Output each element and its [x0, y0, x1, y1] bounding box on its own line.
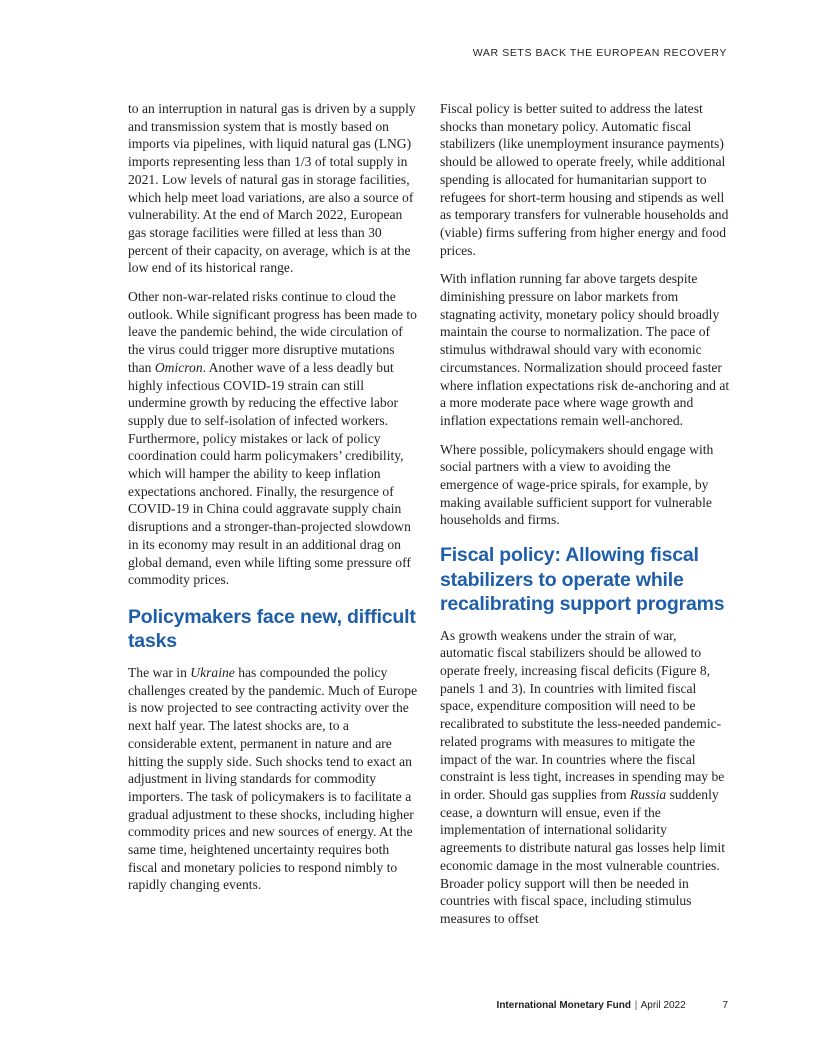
paragraph-war-in-ukraine: The war in Ukraine has compounded the policy challenges created by the pandemic. Much of Europe is now projected to see contracting activity over the next half year. The latest shocks are, to a considerable extent, permanent in nature and are hitting the supply side. Such shocks tend to exact an adjustment in living standards for commodity importers. The task of policymakers is to facilitate a gradual adjustment to these shocks, including higher commodity prices and new sources of energy. At the same time, heightened uncertainty requires both fiscal and monetary policies to respond nimbly to rapidly changing events.	[128, 664, 418, 893]
paragraph-natural-gas-supply: to an interruption in natural gas is driven by a supply and transmission system that is mostly based on imports via pipelines, with liquid natural gas (LNG) imports representing less than 1/3 of total supply in 2021. Low levels of natural gas in storage facilities, which help meet load variations, are also a source of vulnerability. At the end of March 2022, European gas storage facilities were filled at less than 30 percent of their capacity, on average, which is at the low end of its historical range.	[128, 101, 416, 276]
right-column	[440, 100, 730, 939]
footer-date: April 2022	[640, 1000, 686, 1011]
footer-separator: |	[634, 1000, 638, 1011]
paragraph-growth-weakens: As growth weakens under the strain of war, automatic fiscal stabilizers should be allowed to operate freely, increasing fiscal deficits (Figure 8, panels 1 and 3). In countries with limited fiscal space, expenditure composition will need to be recalibrated to substitute the less-needed pandemic-related programs with measures to mitigate the impact of the war. In countries where the fiscal constraint is less tight, increases in spending may be in order. Should gas supplies from Russia suddenly cease, a downturn will ensue, even if the implementation of international solidarity agreements to distribute natural gas losses help limit economic damage in the most vulnerable countries. Broader policy support will then be needed in countries with fiscal space, including stimulus measures to offset	[440, 627, 726, 926]
paragraph-social-partners: Where possible, policymakers should engage with social partners with a view to avoiding the emergence of wage-price spirals, for example, by making available sufficient support for vulnerable households and firms.	[440, 441, 714, 528]
section-heading-policymakers: Policymakers face new, difficult tasks	[128, 605, 416, 653]
footer-organization: International Monetary Fund	[496, 1000, 631, 1011]
section-heading-fiscal-stabilizers: Fiscal policy: Allowing fiscal stabilizers to operate while recalibrating support programs	[440, 544, 725, 616]
emphasis-omicron: Omicron	[154, 359, 203, 375]
paragraph-monetary-policy: With inflation running far above targets despite diminishing pressure on labor markets from stagnating activity, monetary policy should broadly maintain the course to normalization. The pace of stimulus withdrawal should vary with economic circumstances. Normalization should proceed faster where inflation expectations risk de-anchoring and at a more moderate pace where wage growth and inflation expectations remain well-anchored.	[440, 271, 730, 428]
emphasis-ukraine: Ukraine	[190, 664, 235, 680]
emphasis-russia: Russia	[629, 787, 667, 802]
paragraph-non-war-risks: Other non-war-related risks continue to cloud the outlook. While significant progress has been made to leave the pandemic behind, the wide circulation of the virus could trigger more disruptive mutations than Omicron. Another wave of a less deadly but highly infectious COVID-19 strain can still undermine growth by reducing the effective labor supply due to self-isolation of infected workers. Furthermore, policy mistakes or lack of policy coordination could harm policymakers’ credibility, which will hamper the ability to keep inflation expectations anchored. Finally, the resurgence of COVID-19 in China could aggravate supply chain disruptions and a stronger-than-projected slowdown in its economy may result in an additional drag on global demand, even while lifting some pressure off commodity prices.	[128, 289, 417, 588]
running-header: WAR SETS BACK THE EUROPEAN RECOVERY	[472, 47, 727, 59]
paragraph-fiscal-policy: Fiscal policy is better suited to address the latest shocks than monetary policy. Automatic fiscal stabilizers (like unemployment insurance payments) should be allowed to operate freely, while additional spending is allocated for humanitarian support to refugees for short-term housing and stipends as well as temporary transfers for vulnerable households and (viable) firms suffering from higher energy and food prices.	[440, 101, 729, 258]
page-number: 7	[722, 1000, 728, 1011]
page-footer	[497, 1000, 728, 1011]
left-column	[128, 100, 418, 905]
